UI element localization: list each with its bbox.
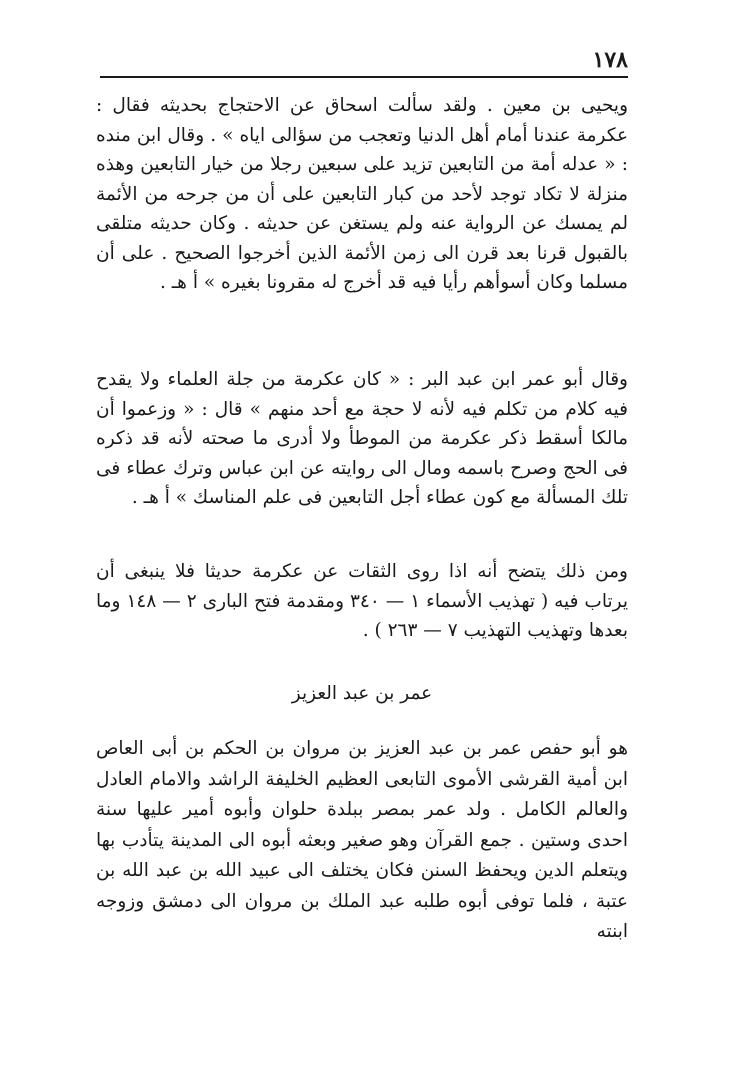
section-heading: عمر بن عبد العزيز [291,683,433,704]
paragraph-umar-biography: هو أبو حفص عمر بن عبد العزيز بن مروان بن الحكم بن أبى العاص ابن أمية القرشى الأموى التابعى العظيم الخليفة الراشد والامام العادل والعالم الكامل . ولد عمر بمصر ببلدة حلوان وأبوه أمير عليها سنة احدى وستين . جمع القرآن وهو صغير وبعثه أبوه الى المدينة يتأدب بها ويتعلم الدين ويحفظ السنن فكان يختلف الى عبيد الله بن عبد الله بن عتبة ، فلما توفى أبوه طلبه عبد الملك بن مروان الى دمشق وزوجه ابنته [96,738,628,942]
paragraph-conclusion-references: ومن ذلك يتضح أنه اذا روى الثقات عن عكرمة حديثا فلا ينبغى أن يرتاب فيه ( تهذيب الأسماء ١ — ٣٤٠ ومقدمة فتح البارى ٢ — ١٤٨ وما بعدها وتهذيب التهذيب ٧ — ٢٦٣ ) . [96,561,628,641]
header-rule [100,76,628,78]
paragraph-ibn-abd-al-barr: وقال أبو عمر ابن عبد البر : « كان عكرمة من جلة العلماء ولا يقدح فيه كلام من تكلم فيه لأنه لا حجة مع أحد منهم » قال : « وزعموا أن مالكا أسقط ذكر عكرمة من الموطأ ولا أدرى ما صحته لأنه قد ذكره فى الحج وصرح باسمه ومال الى روايته عن ابن عباس وترك عطاء فى تلك المسألة مع كون عطاء أجل التابعين فى علم المناسك » أ هـ . [96,369,628,508]
paragraph-ikrima-opinions: ويحيى بن معين . ولقد سألت اسحاق عن الاحتجاج بحديثه فقال : عكرمة عندنا أمام أهل الدنيا وتعجب من سؤالى اياه » . وقال ابن منده : « عدله أمة من التابعين تزيد على سبعين رجلا من خيار التابعين وهذه منزلة لا تكاد توجد لأحد من كبار التابعين على أن من جرحه من الأئمة لم يمسك عن الرواية عنه ولم يستغن عن حديثه . وكان حديثه متلقى بالقبول قرنا بعد قرن الى زمن الأئمة الذين أخرجوا الصحيح . على أن مسلما وكان أسوأهم رأيا فيه قد أخرج له مقرونا بغيره » أ هـ . [96,95,628,293]
page-number: ١٧٨ [592,47,628,73]
page-header [100,44,628,78]
